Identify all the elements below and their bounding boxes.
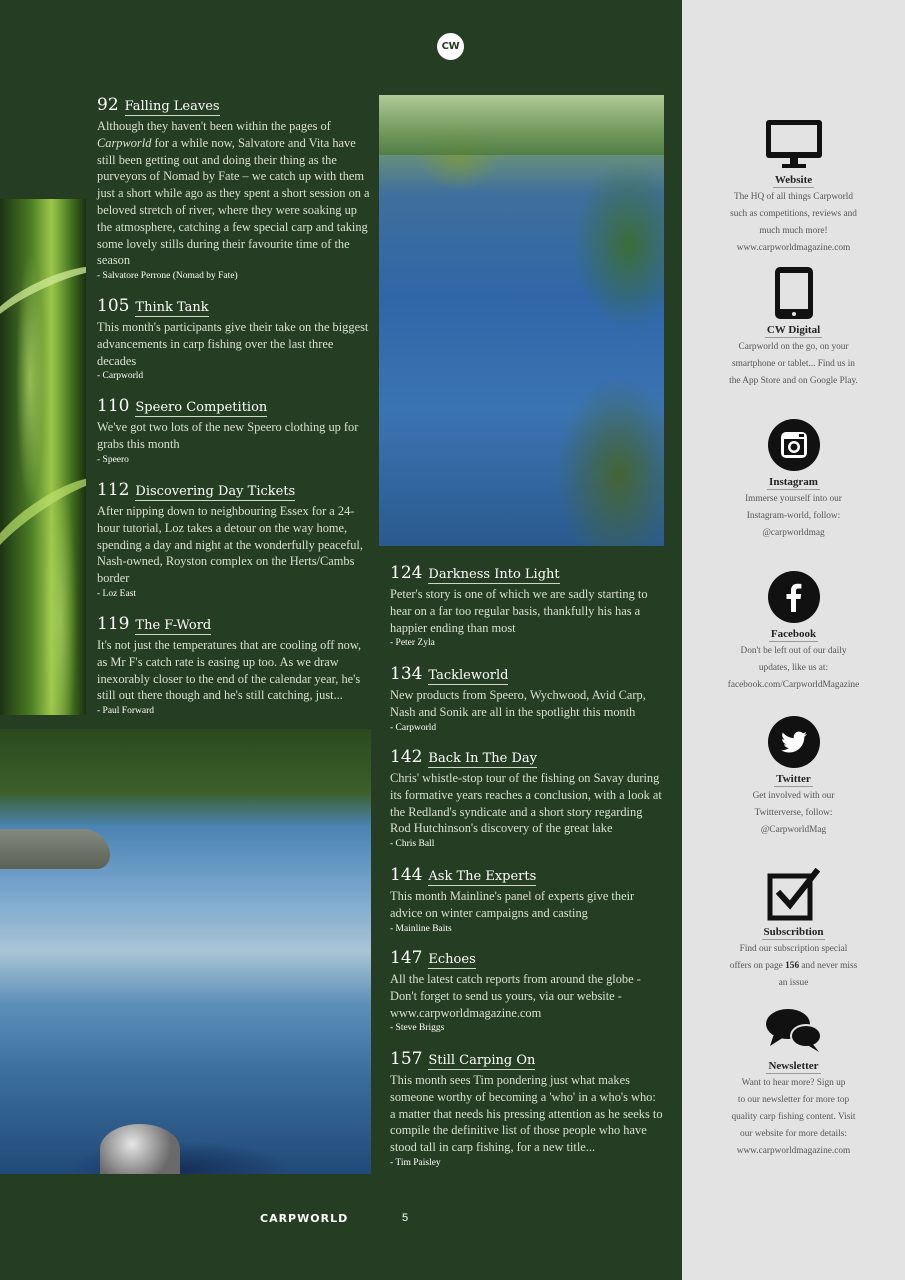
article-body: Peter's story is one of which we are sadly starting to hear on a far too regular basis, thankfully his has a happier ending than most xyxy=(390,587,648,635)
article-back-in-the-day: 142 Back In The Day Chris' whistle-stop tour of the fishing on Savay during its formative years reaches a conclusion, with a look at the Redland's syndicate and a short story regarding Rod Hutchinson's discovery of the great lake - Chris Ball xyxy=(390,747,662,850)
article-darkness-into-light: 124 Darkness Into Light Peter's story is one of which we are sadly starting to hear on a far too regular basis, thankfully his has a happier ending than most - Peter Zyla xyxy=(390,563,663,650)
article-title: Echoes xyxy=(428,952,476,967)
article-title: Darkness Into Light xyxy=(428,567,560,582)
article-byline: - Chris Ball xyxy=(390,839,435,850)
carpworld-footer-logo: CARPWORLD xyxy=(260,1212,349,1225)
article-title: Think Tank xyxy=(135,300,209,315)
sidebar-newsletter[interactable]: Newsletter Want to hear more? Sign up to our newsletter for more top quality carp fishing content. Visit our website for more details: www.carpworldmagazine.com xyxy=(682,1006,905,1160)
article-byline: - Steve Briggs xyxy=(390,1023,445,1034)
article-byline: - Speero xyxy=(97,454,129,465)
article-title: Falling Leaves xyxy=(124,99,220,114)
landing-net-photo xyxy=(0,729,371,1174)
monitor-icon xyxy=(764,118,824,170)
article-still-carping-on: 157 Still Carping On This month sees Tim pondering just what makes someone worthy of becoming a 'who' in a who's who: a matter that needs his pressing attention as he seeks to compile the definitive list of those people who have stood tall in carp fishing, for a new title... - Tim Paisley xyxy=(390,1049,663,1168)
article-title: Speero Competition xyxy=(135,400,268,415)
sidebar-subscription[interactable]: Subscribtion Find our subscription special offers on page 156 and never miss an issue xyxy=(682,868,905,992)
sidebar-cw-digital[interactable]: CW Digital Carpworld on the go, on your smartphone or tablet... Find us in the App Store and on Google Play. xyxy=(682,266,905,390)
article-body: This month sees Tim pondering just what makes someone worthy of becoming a 'who' in a who's who: a matter that needs his pressing attention as he seeks to compile the definitive list of those people who have stood tall in carp fishing, for a new title... xyxy=(390,1073,663,1155)
speech-bubbles-icon xyxy=(764,1006,824,1056)
article-echoes: 147 Echoes All the latest catch reports from around the globe - Don't forget to send us yours, via our website - www.carpworldmagazine.com - Steve Briggs xyxy=(390,948,663,1035)
lake-photo xyxy=(379,95,664,546)
article-title: Ask The Experts xyxy=(428,869,537,884)
article-body: This month's participants give their take on the biggest advancements in carp fishing over the last three decades xyxy=(97,320,369,368)
article-byline: - Carpworld xyxy=(97,371,144,382)
article-title: Tackleworld xyxy=(428,668,509,683)
article-title: The F-Word xyxy=(135,618,212,633)
twitter-icon xyxy=(767,715,821,769)
article-body: After nipping down to neighbouring Essex for a 24-hour tutorial, Loz takes a detour on the way home, spending a day and night at the wonderfully peaceful, Nash-owned, Royston complex on the Herts/Cambs border xyxy=(97,504,363,586)
sidebar-facebook[interactable]: Facebook Don't be left out of our daily updates, like us at: facebook.com/CarpworldMagazine xyxy=(682,570,905,694)
leaves-photo xyxy=(0,199,86,715)
article-ask-the-experts: 144 Ask The Experts This month Mainline's panel of experts give their advice on winter campaigns and casting - Mainline Baits xyxy=(390,865,663,936)
article-body: It's not just the temperatures that are cooling off now, as Mr F's catch rate is easing up too. As we draw inexorably closer to the end of the calendar year, he's still out there though and he's still catching, just... xyxy=(97,638,362,703)
article-body: Although they haven't been within the pages of Carpworld for a while now, Salvatore and Vita have still been getting out and doing their thing as the purveyors of Nomad by Fate – we catch up with them just a short while ago as they spent a short session on a beloved stretch of river, where they were soaking up the atmosphere, catching a few special carp and taking some lovely stills during their favourite time of the season xyxy=(97,119,370,268)
article-byline: - Paul Forward xyxy=(97,706,154,717)
page-number: 5 xyxy=(402,1212,409,1224)
instagram-icon xyxy=(767,418,821,472)
article-tackleworld: 134 Tackleworld New products from Speero, Wychwood, Avid Carp, Nash and Sonik are all in the spotlight this month - Carpworld xyxy=(390,664,663,735)
tablet-icon xyxy=(773,266,815,320)
article-title: Still Carping On xyxy=(428,1053,536,1068)
article-title: Discovering Day Tickets xyxy=(135,484,296,499)
facebook-icon xyxy=(767,570,821,624)
article-body: New products from Speero, Wychwood, Avid Carp, Nash and Sonik are all in the spotlight this month xyxy=(390,688,646,719)
sidebar-instagram[interactable]: Instagram Immerse yourself into our Instagram-world, follow: @carpworldmag xyxy=(682,418,905,542)
article-think-tank: 105 Think Tank This month's participants give their take on the biggest advancements in carp fishing over the last three decades - Carpworld xyxy=(97,296,369,382)
article-falling-leaves: 92 Falling Leaves Although they haven't been within the pages of Carpworld for a while now, Salvatore and Vita have still been getting out and doing their thing as the purveyors of Nomad by Fate – we catch up with them just a short while ago as they spent a short session on a beloved stretch of river, where they were soaking up the atmosphere, catching a few special carp and taking some lovely stills during their favourite time of the season - Salvatore Perrone (Nomad by Fate) xyxy=(97,95,370,282)
article-the-f-word: 119 The F-Word It's not just the temperatures that are cooling off now, as Mr F's catch rate is easing up too. As we draw inexorably closer to the end of the calendar year, he's still out there though and he's still catching, just... - Paul Forward xyxy=(97,614,370,718)
article-discovering-day-tickets: 112 Discovering Day Tickets After nipping down to neighbouring Essex for a 24-hour tutorial, Loz takes a detour on the way home, spending a day and night at the wonderfully peaceful, Nash-owned, Royston complex on the Herts/Cambs border - Loz East xyxy=(97,480,370,601)
article-body: Chris' whistle-stop tour of the fishing on Savay during its formative years reaches a conclusion, with a look at the Redland's syndicate and a short story regarding Rod Hutchinson's discovery of the great lake xyxy=(390,771,662,836)
article-byline: - Loz East xyxy=(97,588,137,599)
article-body: All the latest catch reports from around the globe - Don't forget to send us yours, via our website - www.carpworldmagazine.com xyxy=(390,972,641,1020)
article-byline: - Peter Zyla xyxy=(390,638,435,649)
checkbox-icon xyxy=(766,868,822,922)
sidebar-twitter[interactable]: Twitter Get involved with our Twitterverse, follow: @CarpworldMag xyxy=(682,715,905,839)
article-body: This month Mainline's panel of experts give their advice on winter campaigns and casting xyxy=(390,889,635,920)
article-byline: - Carpworld xyxy=(390,722,437,733)
article-body: We've got two lots of the new Speero clothing up for grabs this month xyxy=(97,420,359,451)
article-byline: - Mainline Baits xyxy=(390,923,452,934)
cw-logo-badge: CW xyxy=(437,33,464,60)
article-byline: - Tim Paisley xyxy=(390,1157,441,1168)
article-speero-competition: 110 Speero Competition We've got two lots of the new Speero clothing up for grabs this month - Speero xyxy=(97,396,370,467)
sidebar-website[interactable]: Website The HQ of all things Carpworld such as competitions, reviews and much much more! www.carpworldmagazine.com xyxy=(682,118,905,257)
article-title: Back In The Day xyxy=(428,751,538,766)
article-byline: - Salvatore Perrone (Nomad by Fate) xyxy=(97,271,238,282)
